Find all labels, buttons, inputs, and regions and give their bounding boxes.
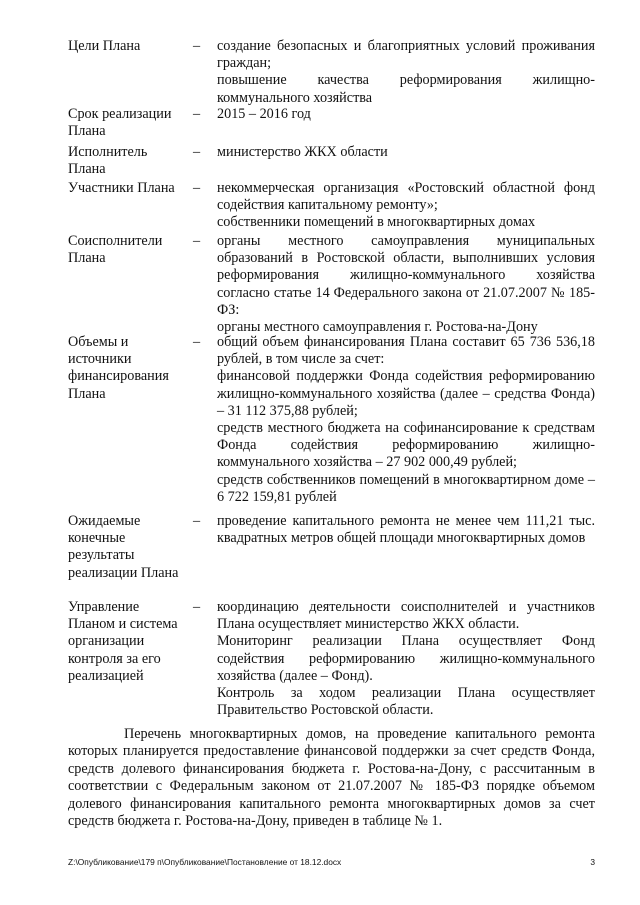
row-content (217, 38, 595, 107)
row-paragraph: органы местного самоуправления муниципальных образований в Ростовской области, выполнивших условия реформирования жилищно-коммунального хозяйства согласно статье 14 Федерального закона от 21.07.2007 № 185-ФЗ: (217, 233, 595, 318)
row-paragraph: органы местного самоуправления г. Ростова-на-Дону (217, 319, 538, 336)
row-dash: – (193, 144, 201, 160)
row-dash: – (193, 180, 201, 196)
row-paragraph: средств местного бюджета на софинансирование к средствам Фонда содействия реформированию жилищно-коммунального хозяйства – 27 902 000,49 рублей; (217, 420, 595, 471)
row-paragraph: общий объем финансирования Плана составит 65 736 536,18 рублей, в том числе за счет: (217, 334, 595, 368)
row-paragraph: финансовой поддержки Фонда содействия реформированию жилищно-коммунального хозяйства (далее – средства Фонда) – 31 112 375,88 рублей; (217, 368, 595, 419)
row-label: Цели Плана (68, 38, 141, 54)
body-paragraph: Перечень многоквартирных домов, на проведение капитального ремонта которых планируется предоставление финансовой поддержки за счет средств Фонда, средств долевого финансирования бюджета г. Ростова-на-Дону, с рассчитанным в соответствии с Федеральным законом от 21.07.2007 № 185-ФЗ порядке объемом долевого финансирования капитального ремонта многоквартирных домов за счет средств бюджета г. Ростова-на-Дону, приведен в таблице № 1. (68, 726, 595, 830)
file-path: Z:\Опубликование\179 п\Опубликование\Постановление от 18.12.docx (68, 857, 342, 867)
row-content (217, 144, 595, 161)
row-content (217, 334, 595, 506)
row-paragraph: создание безопасных и благоприятных условий проживания граждан; (217, 38, 595, 72)
row-dash: – (193, 38, 201, 54)
row-label: Исполнитель Плана (68, 144, 148, 178)
row-label: Соисполнители Плана (68, 233, 163, 267)
row-paragraph: проведение капитального ремонта не менее чем 111,21 тыс. квадратных метров общей площади многоквартирных домов (217, 513, 595, 547)
row-paragraph: координацию деятельности соисполнителей и участников Плана осуществляет министерство ЖКХ области. (217, 599, 595, 633)
row-paragraph: средств собственников помещений в многоквартирном доме – 6 722 159,81 рублей (217, 471, 595, 505)
row-label: Управление Планом и система организации контроля за его реализацией (68, 599, 178, 684)
page-number: 3 (590, 857, 595, 867)
row-label: Объемы и источники финансирования Плана (68, 334, 169, 402)
row-paragraph: повышение качества реформирования жилищно-коммунального хозяйства (217, 72, 595, 106)
row-paragraph: Мониторинг реализации Плана осуществляет Фонд содействия реформированию жилищно-коммунального хозяйства (далее – Фонд). (217, 633, 595, 684)
row-content (217, 513, 595, 547)
row-label: Срок реализации Плана (68, 106, 172, 140)
row-dash: – (193, 513, 201, 529)
row-paragraph: собственники помещений в многоквартирных домах (217, 214, 536, 231)
row-paragraph: некоммерческая организация «Ростовский областной фонд содействия капитальному ремонту»; (217, 180, 595, 214)
row-paragraph: Контроль за ходом реализации Плана осуществляет Правительство Ростовской области. (217, 685, 595, 719)
row-content (217, 233, 595, 336)
row-dash: – (193, 233, 201, 249)
row-content (217, 106, 595, 123)
row-dash: – (193, 334, 201, 350)
row-label: Участники Плана (68, 180, 175, 196)
row-dash: – (193, 599, 201, 615)
row-paragraph: министерство ЖКХ области (217, 144, 388, 160)
row-dash: – (193, 106, 201, 122)
row-label: Ожидаемые конечные результаты реализации Плана (68, 513, 179, 581)
row-paragraph: 2015 – 2016 год (217, 106, 311, 122)
row-content (217, 599, 595, 719)
row-content (217, 180, 595, 232)
